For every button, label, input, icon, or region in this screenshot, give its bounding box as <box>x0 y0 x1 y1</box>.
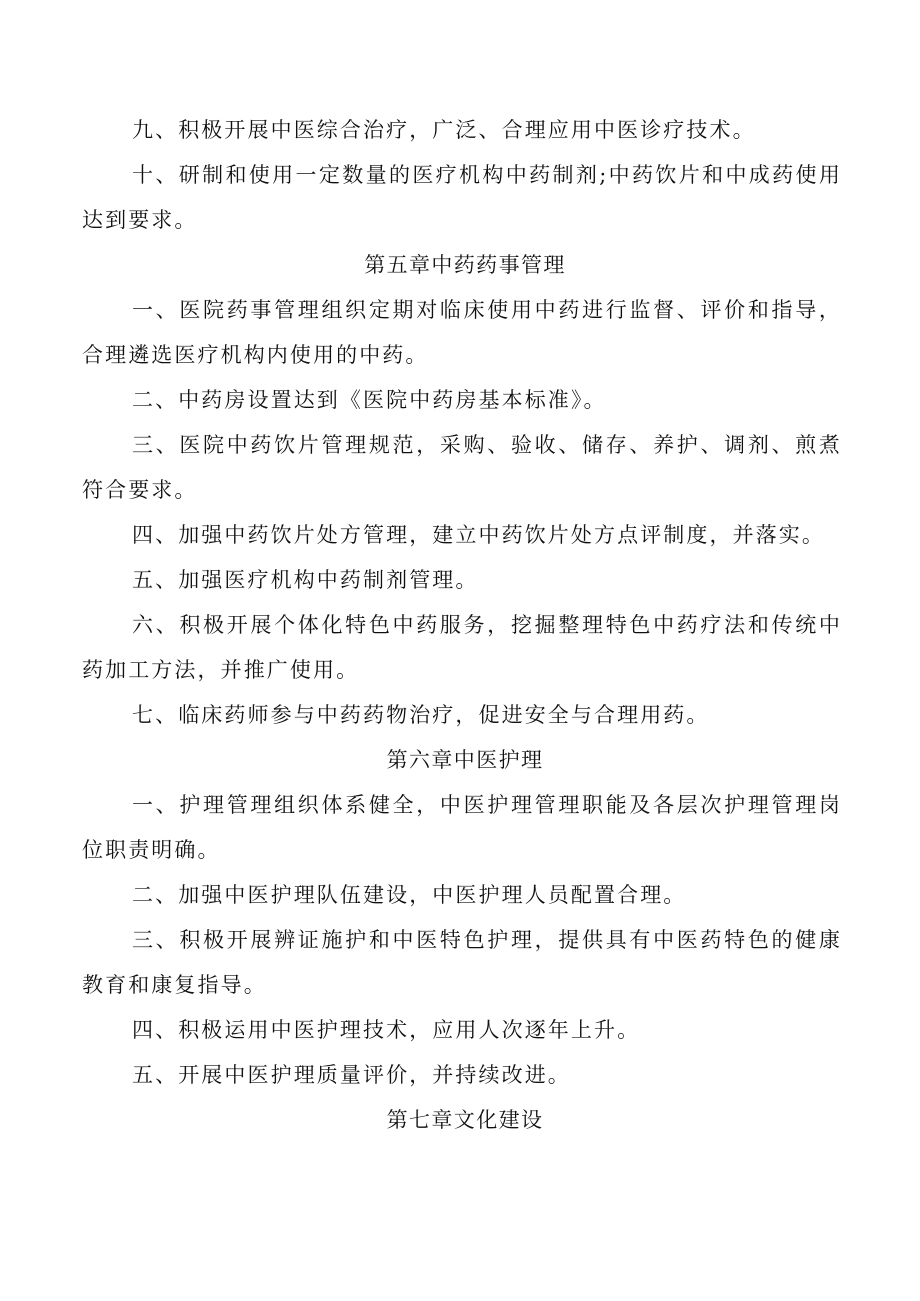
paragraph-item-10: 十、研制和使用一定数量的医疗机构中药制剂;中药饮片和中成药使用达到要求。 <box>82 163 842 232</box>
ch5-paragraph-6: 六、积极开展个体化特色中药服务，挖掘整理特色中药疗法和传统中药加工方法，并推广使用。 <box>82 613 842 682</box>
ch6-paragraph-5: 五、开展中医护理质量评价，并持续改进。 <box>132 1063 571 1087</box>
ch6-paragraph-1: 一、护理管理组织体系健全，中医护理管理职能及各层次护理管理岗位职责明确。 <box>82 793 842 862</box>
ch5-paragraph-4: 四、加强中药饮片处方管理，建立中药饮片处方点评制度，并落实。 <box>132 523 825 547</box>
ch5-paragraph-2: 二、中药房设置达到《医院中药房基本标准》。 <box>132 388 607 412</box>
ch5-paragraph-5: 五、加强医疗机构中药制剂管理。 <box>132 568 479 592</box>
document-body <box>82 108 842 1143</box>
ch6-paragraph-4: 四、积极运用中医护理技术，应用人次逐年上升。 <box>132 1018 641 1042</box>
paragraph-item-9: 九、积极开展中医综合治疗，广泛、合理应用中医诊疗技术。 <box>132 118 756 142</box>
ch5-paragraph-3: 三、医院中药饮片管理规范，采购、验收、储存、养护、调剂、煎煮符合要求。 <box>82 433 842 502</box>
chapter-7-heading: 第七章文化建设 <box>386 1108 544 1132</box>
ch5-paragraph-7: 七、临床药师参与中药药物治疗，促进安全与合理用药。 <box>132 703 710 727</box>
chapter-5-heading: 第五章中药药事管理 <box>364 253 566 277</box>
ch6-paragraph-3: 三、积极开展辨证施护和中医特色护理，提供具有中医药特色的健康教育和康复指导。 <box>82 928 842 997</box>
ch5-paragraph-1: 一、医院药事管理组织定期对临床使用中药进行监督、评价和指导，合理遴选医疗机构内使用的中药。 <box>82 298 842 367</box>
chapter-6-heading: 第六章中医护理 <box>386 748 544 772</box>
ch6-paragraph-2: 二、加强中医护理队伍建设，中医护理人员配置合理。 <box>132 883 687 907</box>
